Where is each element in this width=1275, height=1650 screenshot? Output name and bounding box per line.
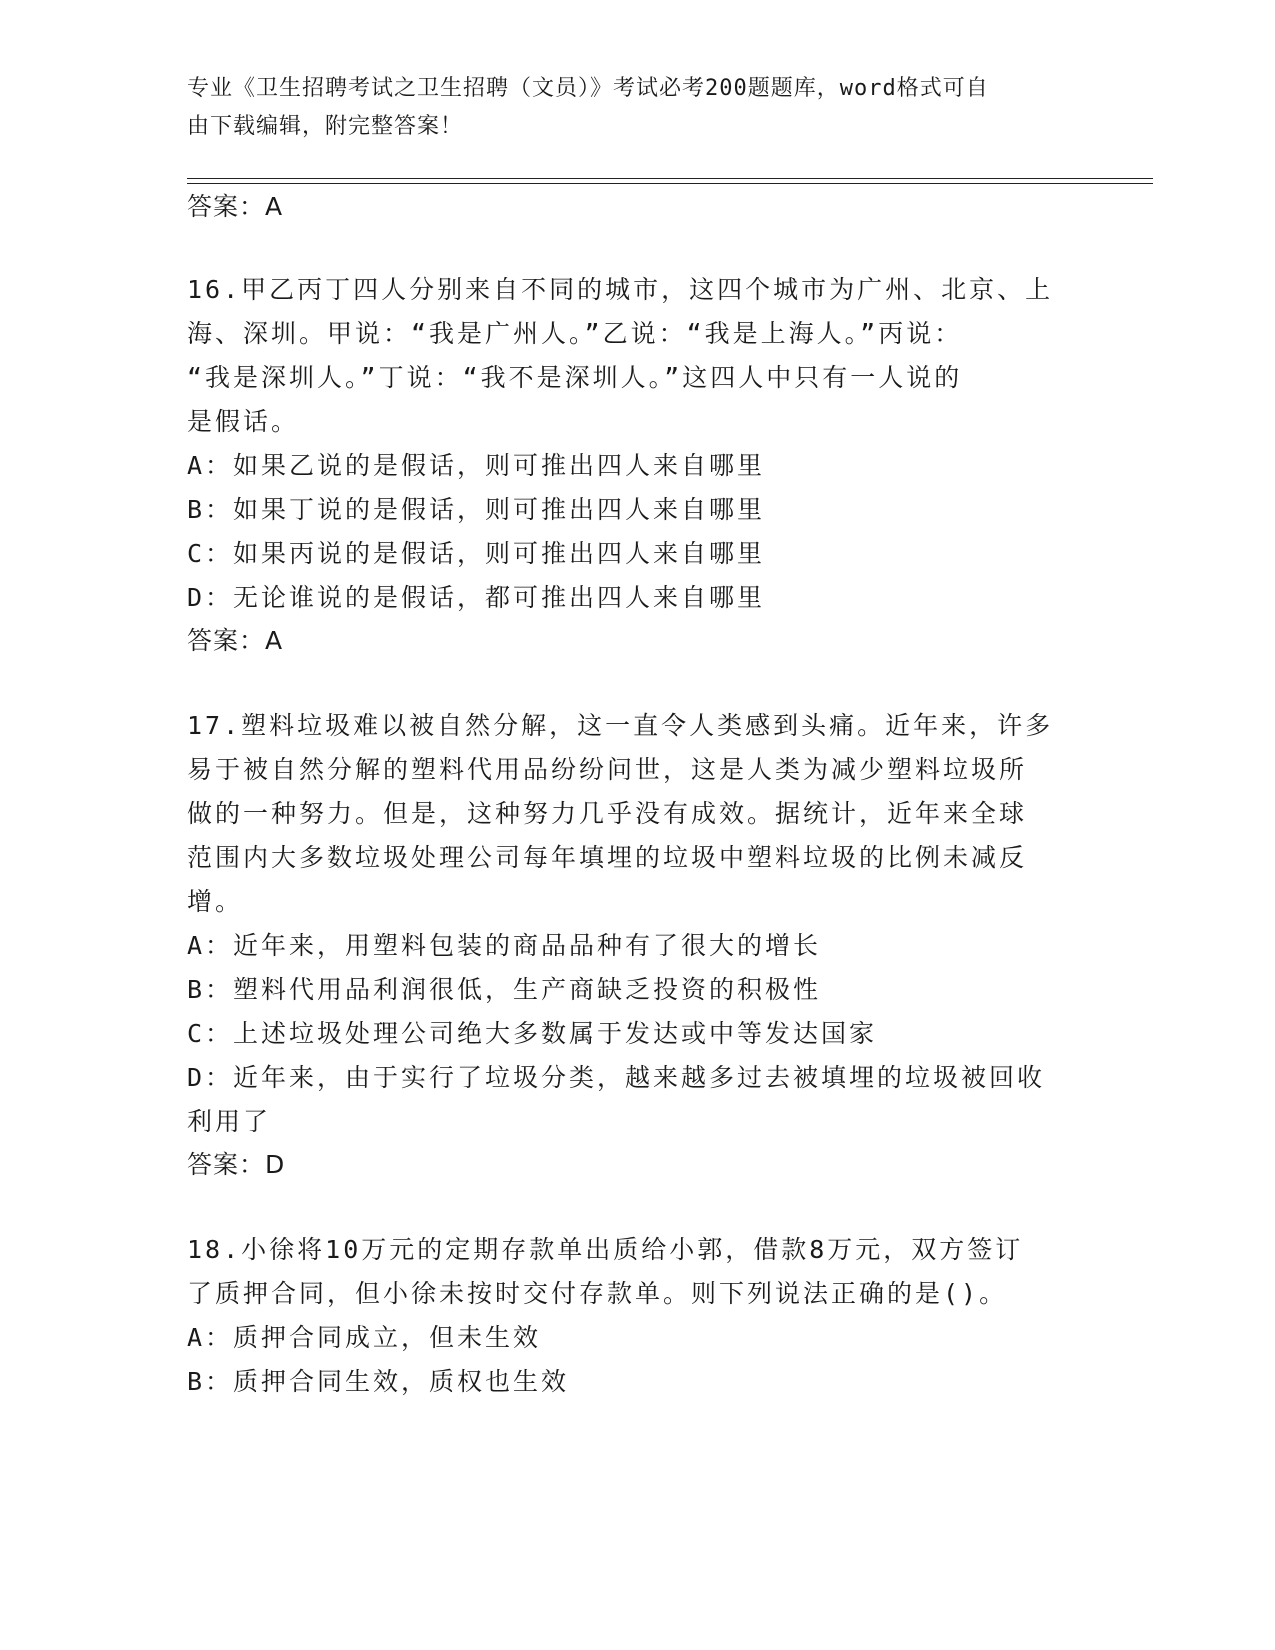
header-rule-bottom [187, 183, 1153, 184]
q16-option-c: C：如果丙说的是假话，则可推出四人来自哪里 [187, 539, 766, 568]
q16-line-4: 是假话。 [187, 407, 300, 436]
q18-option-b: B：质押合同生效，质权也生效 [187, 1367, 570, 1396]
q16-line-1: 16.甲乙丙丁四人分别来自不同的城市，这四个城市为广州、北京、上 [187, 275, 1054, 304]
q17-line-4: 范围内大多数垃圾处理公司每年填埋的垃圾中塑料垃圾的比例未减反 [187, 843, 1028, 872]
q18-line-2: 了质押合同，但小徐未按时交付存款单。则下列说法正确的是()。 [187, 1279, 1008, 1308]
q17-line-5: 增。 [187, 887, 244, 916]
q17-option-b: B：塑料代用品利润很低，生产商缺乏投资的积极性 [187, 975, 822, 1004]
q16-line-2: 海、深圳。甲说：“我是广州人。”乙说：“我是上海人。”丙说： [187, 319, 963, 348]
q18-line-1: 18.小徐将10万元的定期存款单出质给小郭，借款8万元，双方签订 [187, 1235, 1024, 1264]
q17-option-d-cont: 利用了 [187, 1107, 272, 1136]
header-line-2: 由下载编辑，附完整答案！ [187, 114, 464, 139]
q16-answer: 答案：A [187, 626, 284, 655]
header-rule-top [187, 178, 1153, 179]
q16-option-a: A：如果乙说的是假话，则可推出四人来自哪里 [187, 451, 766, 480]
q17-line-1: 17.塑料垃圾难以被自然分解，这一直令人类感到头痛。近年来，许多 [187, 711, 1054, 740]
q17-option-d: D：近年来，由于实行了垃圾分类，越来越多过去被填埋的垃圾被回收 [187, 1063, 1046, 1092]
q16-line-3: “我是深圳人。”丁说：“我不是深圳人。”这四人中只有一人说的 [187, 363, 963, 392]
q17-line-3: 做的一种努力。但是，这种努力几乎没有成效。据统计，近年来全球 [187, 799, 1028, 828]
q16-option-b: B：如果丁说的是假话，则可推出四人来自哪里 [187, 495, 766, 524]
q17-option-a: A：近年来，用塑料包装的商品品种有了很大的增长 [187, 931, 822, 960]
q17-line-2: 易于被自然分解的塑料代用品纷纷问世，这是人类为减少塑料垃圾所 [187, 755, 1028, 784]
q17-answer: 答案：D [187, 1150, 286, 1179]
q17-option-c: C：上述垃圾处理公司绝大多数属于发达或中等发达国家 [187, 1019, 878, 1048]
q18-option-a: A：质押合同成立，但未生效 [187, 1323, 542, 1352]
header-line-1: 专业《卫生招聘考试之卫生招聘（文员）》考试必考200题题库，word格式可自 [187, 76, 989, 101]
document-header [187, 70, 1067, 146]
q16-option-d: D：无论谁说的是假话，都可推出四人来自哪里 [187, 583, 766, 612]
answer-15: 答案：A [187, 192, 284, 221]
